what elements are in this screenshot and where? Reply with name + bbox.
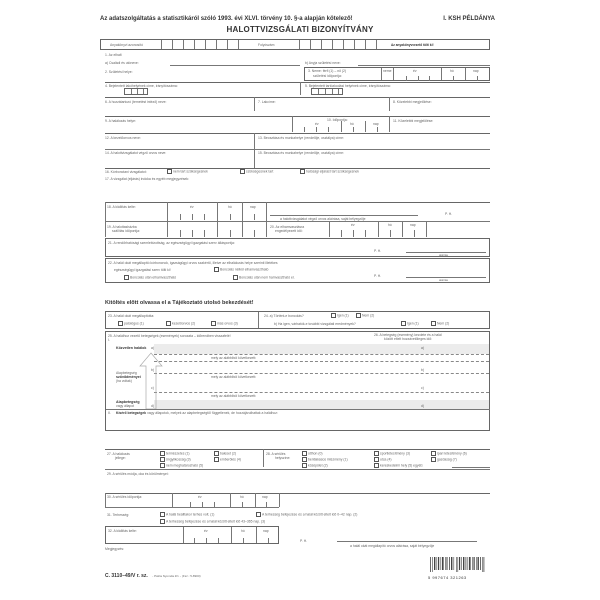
checkbox[interactable] <box>302 451 307 456</box>
examiner-name-input[interactable] <box>105 155 253 167</box>
issue-month-col: hó <box>228 205 232 209</box>
nature-natural[interactable]: természetes (1) <box>160 451 190 456</box>
injury-place-label2: helyszíne: <box>275 456 291 460</box>
sex-birthdate-box <box>304 67 490 81</box>
registrar-note: Az anyakönyvvezető tölti ki! <box>391 43 434 47</box>
relative-detail-label: 8. Közelebbi megjelölése: <box>393 100 432 104</box>
authority-opinion-box <box>105 238 490 257</box>
interval-label: 26. A betegség (esemény) kezdete és a halál <box>374 333 442 337</box>
final-issue-date-input[interactable] <box>184 527 280 544</box>
stay-zip-input[interactable] <box>311 88 343 95</box>
cremation-day-col: nap <box>410 223 416 227</box>
injury-month-col: hó <box>240 495 244 499</box>
checkbox[interactable] <box>160 463 165 468</box>
injury-sports-facility[interactable]: sportlétesítmény (3) <box>374 451 410 456</box>
stay-label: 5. Bejelentett tartózkodási helyének címe, irányítószáma: <box>305 84 391 88</box>
footer <box>105 564 201 582</box>
relative-address-label: 7. Lakcíme: <box>258 100 276 104</box>
injury-date-label: 30. A sérülés időpontja: <box>107 495 143 499</box>
pregnancy-option-1[interactable]: A halál beálltakor terhes volt. (1) <box>160 512 214 517</box>
relative-detail-input[interactable] <box>393 104 490 111</box>
physician-name-label: 12. A kezelőorvos neve: <box>105 136 141 140</box>
part-one-label: I. <box>108 338 110 342</box>
checkbox[interactable] <box>214 267 219 272</box>
pathologist-label: 22. A halál okát megállapító kórbonc​nok, igazságügyi orvos szakértő, illetve az elhalálozás helye szerinti illetékes <box>108 261 278 265</box>
line-d-letter: d) <box>151 404 155 408</box>
residence-zip-input[interactable] <box>124 88 148 95</box>
examination-reason-input[interactable] <box>105 181 490 201</box>
physician-workplace-label: 13. Beosztása és munkahelye (rendelője, osztálya) címe: <box>258 136 344 140</box>
authority-stamp-ph: P. H. <box>374 249 382 253</box>
birth-place-input[interactable] <box>140 70 300 80</box>
further-results-label: b) Ha igen, várhatók-e további vizsgálati eredmények? <box>274 322 356 326</box>
physician-name-input[interactable] <box>105 140 253 148</box>
interval-d-letter: d) <box>421 404 425 408</box>
death-day-col: nap <box>373 122 379 126</box>
injury-other-input[interactable] <box>452 467 490 468</box>
followed-by-label-1: mely az alábbiból következett: <box>211 356 257 360</box>
cremation-label2: engedélyezett idő: <box>275 229 303 233</box>
autopsy-need-label: 16. Kórbonctani vizsgálatot: <box>105 170 147 174</box>
final-year-col: év <box>204 529 208 533</box>
injury-year-col: év <box>198 495 202 499</box>
checkbox[interactable] <box>401 321 406 326</box>
injury-industrial[interactable]: ipari létesítmény (6) <box>431 451 467 456</box>
residence-address-input[interactable] <box>150 88 298 95</box>
col-month: hó <box>450 69 454 73</box>
examination-reason-label: 17. A vizsgálat (eljárás) indoka és egyéb megjegyzések: <box>105 177 190 181</box>
checkbox[interactable] <box>214 451 219 456</box>
complications-bold-label: szövődményei <box>116 375 141 379</box>
nature-suicide[interactable]: öngyilkosság (3) <box>160 457 191 462</box>
pathologist-box <box>105 258 490 283</box>
death-certificate-form <box>100 0 500 600</box>
form-code: C. 3110–49/V r. sz. <box>105 573 148 579</box>
checkbox[interactable] <box>302 463 307 468</box>
registry-id-input[interactable] <box>161 40 239 50</box>
morgue-transfer-label1: 19. A halottasházba <box>107 225 137 229</box>
checkbox[interactable] <box>160 451 165 456</box>
cremation-year-col: év <box>351 223 355 227</box>
checkbox[interactable] <box>160 512 165 517</box>
checkbox[interactable] <box>374 457 379 462</box>
relative-name-input[interactable] <box>105 104 253 111</box>
final-month-col: hó <box>241 529 245 533</box>
immediate-cause-label: Közvetlen halálok <box>116 346 147 350</box>
legal-notice: Az adatszolgáltatás a statisztikáról szóló 1993. évi XLVI. törvény 10. §-a alapján kötelező! <box>100 16 353 22</box>
relative-address-input[interactable] <box>258 104 388 111</box>
interval-c-input[interactable] <box>381 382 486 391</box>
death-month-col: hó <box>350 122 354 126</box>
remark-label: Megjegyzés: <box>105 547 125 551</box>
examiner-stamp-ph: P. H. <box>445 212 453 216</box>
cremation-month-col: hó <box>388 223 392 227</box>
death-nature-label2: jellege: <box>115 456 126 460</box>
further-results-no[interactable]: Nem (2) <box>431 321 449 326</box>
followed-by-label-2: mely az alábbiból következett: <box>211 375 257 379</box>
stay-address-input[interactable] <box>345 88 490 95</box>
autopsy-option-not-needed[interactable]: nem tart szükségesnek <box>167 169 208 174</box>
final-signature-caption: a halál okát megállapító orvos aláírása, saját bélyegzője <box>350 544 435 548</box>
underlying-cause-label: Alapbetegség <box>116 400 140 404</box>
death-time-label: 10. Időpontja: <box>327 118 348 122</box>
birthdate-label: születési időpontja: <box>313 74 342 78</box>
injury-day-col: nap <box>262 495 268 499</box>
cause-a-input[interactable] <box>156 344 376 354</box>
checkbox[interactable] <box>374 463 379 468</box>
checkbox[interactable] <box>166 321 171 326</box>
followed-by-label-3: mely az alábbiból következett: <box>211 394 257 398</box>
cause-sequence-label: 25. A halálhoz vezető betegségek (események) sorozata – időrendben visszafelé! <box>108 334 231 338</box>
nature-accident[interactable]: baleset (2) <box>214 451 236 456</box>
cause-c-input[interactable] <box>156 382 376 391</box>
issue-date-input[interactable] <box>168 203 266 220</box>
anyakonyvi-label: Anyakönyvi azonosító <box>110 43 143 47</box>
interval-b-input[interactable] <box>381 363 486 372</box>
checkbox[interactable] <box>300 169 305 174</box>
injury-home[interactable]: otthon (0) <box>302 451 323 456</box>
pathologist-stamp-ph: P. H. <box>374 274 382 278</box>
cremate-without-autopsy-option[interactable]: Boncolás nélkül elhamvasztható <box>214 267 268 272</box>
copy-label: I. KSH PÉLDÁNYA <box>443 16 495 22</box>
interval-d-input[interactable] <box>381 400 486 409</box>
cause-d-input[interactable] <box>156 400 376 409</box>
authority-opinion-label: 21. A rendőrhatósági szemlebizottság, az egészségügyi igazgatási szerv álláspontja: <box>108 241 235 245</box>
issue-day-col: nap <box>250 205 256 209</box>
family-name-label: a) Családi és utóneve: <box>105 61 139 65</box>
interval-a-letter: a) <box>421 346 425 350</box>
folyoszam-label: Folyószám <box>258 43 275 47</box>
col-sex: neme <box>383 69 392 73</box>
cremate-after-autopsy-option[interactable]: Boncolás után elhamvasztható <box>124 275 176 280</box>
line-b-letter: b) <box>151 368 155 372</box>
death-year-col: év <box>315 122 319 126</box>
checkbox[interactable] <box>160 519 165 524</box>
printer-info: - Pátria Nyomda Zrt. - (Fsz.: 5-8900) <box>152 574 201 578</box>
authority-signature-caption: aláírás <box>439 253 449 257</box>
determined-by-physician[interactable]: kezelőorvos (2) <box>166 321 195 326</box>
final-signature-line[interactable] <box>337 541 477 542</box>
checkbox[interactable] <box>374 451 379 456</box>
read-instructions-notice: Kitöltés előtt olvassa el a Tájékoztató utolsó bekezdését! <box>105 300 254 306</box>
relative-name-label: 6. A hozzátartozó (temetést intéző) neve: <box>105 100 167 104</box>
autopsy-option-official[interactable]: hatósági eljárást tart szükségesnek <box>300 169 359 174</box>
issue-date-label: 18. A kiállítás kelte: <box>107 205 136 209</box>
autopsy-option-needed[interactable]: szükségesnek tart <box>240 169 273 174</box>
physician-workplace-input[interactable] <box>258 140 490 148</box>
upward-arrow-icon <box>138 352 164 410</box>
checkbox[interactable] <box>431 451 436 456</box>
sex-input[interactable] <box>381 68 392 81</box>
checkbox[interactable] <box>256 512 261 517</box>
cause-determined-label: 23. A halál okát megállapította: <box>108 314 155 318</box>
col-year: év <box>413 69 417 73</box>
nature-homicide[interactable]: emberölés (4) <box>214 457 241 462</box>
checkbox[interactable] <box>331 313 336 318</box>
further-results-yes[interactable]: Igen (1) <box>401 321 419 326</box>
checkbox[interactable] <box>233 275 238 280</box>
interval-a-input[interactable] <box>381 344 486 354</box>
checkbox[interactable] <box>240 169 245 174</box>
pregnancy-option-2[interactable]: A terhesség befejezése és a halál között eltelt idő 0–42 nap. (2) <box>256 512 357 517</box>
contributing-label: Kísérő betegségek vagy állapotok, melyek az alapbetegségtől függetlenek, de hozzájárulhattak a halálhoz: <box>116 411 278 415</box>
examiner-signature-caption: a halottvizsgálatot végző orvos aláírása, saját bélyegzője <box>280 217 366 221</box>
issue-year-col: év <box>190 205 194 209</box>
checkbox[interactable] <box>167 169 172 174</box>
examiner-workplace-input[interactable] <box>258 155 490 167</box>
autopsy-done-label: 24. a) Történt-e boncolás? <box>264 314 304 318</box>
checkbox[interactable] <box>431 321 436 326</box>
injury-farm[interactable]: gazdaság (7) <box>431 457 457 462</box>
injury-commercial-other[interactable]: kereskedelmi hely (5) egyéb: <box>374 463 423 468</box>
examiner-signature-line[interactable] <box>270 215 418 216</box>
birth-place-label: 2. Születési helye: <box>105 70 133 74</box>
determined-by-other[interactable]: más orvos (3) <box>211 321 238 326</box>
injury-street[interactable]: utca (4) <box>374 457 392 462</box>
line-a-letter: a) <box>151 346 155 350</box>
part-two-label: II. <box>108 411 111 415</box>
line-c-letter: c) <box>151 386 154 390</box>
interval-b-letter: b) <box>421 368 425 372</box>
mother-name-label: b) Anyja születési neve: <box>305 61 341 65</box>
barcode-number: 5 997674 321263 <box>428 575 467 580</box>
examiner-workplace-label: 15. Beosztása és munkahelye (rendelője, osztálya) címe: <box>258 151 344 155</box>
death-place-input[interactable] <box>105 123 291 131</box>
checkbox[interactable] <box>124 275 129 280</box>
birth-day-input[interactable] <box>465 68 490 81</box>
injury-residential-institution[interactable]: bentlakásos intézmény (1) <box>302 457 348 462</box>
birth-month-input[interactable] <box>441 68 465 81</box>
morgue-transfer-label2: szállítás időpontja: <box>112 229 140 233</box>
checkbox[interactable] <box>356 313 361 318</box>
complications-note: (ha voltak) <box>116 379 132 383</box>
death-date-input[interactable] <box>293 121 388 132</box>
death-nature-label1: 27. A halálozás <box>107 452 130 456</box>
checkbox[interactable] <box>160 457 165 462</box>
interval-c-letter: c) <box>421 386 424 390</box>
cause-determined-box <box>105 311 490 329</box>
interval-label2: között eltelt hozzávetőleges idő: <box>384 337 433 341</box>
pregnancy-option-3[interactable]: A terhesség befejezése és a halál között eltelt idő 43–365 nap. (3) <box>160 519 265 524</box>
id-row <box>100 39 490 50</box>
checkbox[interactable] <box>211 321 216 326</box>
col-day: nap <box>473 69 479 73</box>
injury-place-label1: 28. A sérülés <box>266 452 286 456</box>
residence-label: 4. Bejelentett lakóhelyének címe, irányítószáma: <box>105 84 178 88</box>
mother-name-input[interactable] <box>358 65 490 66</box>
injury-circumstances-input[interactable] <box>107 476 490 488</box>
family-name-input[interactable] <box>170 65 300 66</box>
examiner-name-label: 14. A halottvizsgálatot végző orvos neve: <box>105 151 167 155</box>
no-cremation-option[interactable]: Boncolás után nem hamvasztható el. <box>233 275 295 280</box>
pregnancy-label: 31. Terhesség: <box>107 513 130 517</box>
cause-sequence-box <box>105 331 490 431</box>
contributing-conditions-input[interactable] <box>116 416 486 430</box>
pathologist-signature-caption: aláírás <box>439 278 449 282</box>
final-day-col: nap <box>263 529 269 533</box>
checkbox[interactable] <box>214 457 219 462</box>
underlying-cause-note: vagy állapot <box>116 404 135 408</box>
autopsy-done-yes[interactable]: Igen (1) <box>331 313 349 318</box>
injury-circumstances-label: 29. A sérülés módja, oka és körülményei: <box>107 472 169 476</box>
death-place-detail-input[interactable] <box>393 123 490 131</box>
nature-undetermined[interactable]: nem meghatározható (5) <box>160 463 203 468</box>
form-title: HALOTTVIZSGÁLATI BIZONYÍTVÁNY <box>226 25 374 34</box>
death-place-detail-label: 11. Közelebbi megjelölése: <box>393 119 434 123</box>
pathologist-label2: egészségügyi igazgatási szerv tölti ki! <box>114 268 171 272</box>
section-deceased-title: 1. Az elhalt <box>105 53 122 57</box>
injury-public-building[interactable]: középület (2) <box>302 463 328 468</box>
death-place-label: 9. A halálozás helye: <box>105 119 136 123</box>
final-issue-date-box <box>105 526 279 544</box>
barcode <box>428 557 488 579</box>
autopsy-done-no[interactable]: Nem (2) <box>356 313 374 318</box>
cremation-label1: 20. Az elhamvasztásra <box>270 225 305 229</box>
authority-opinion-input[interactable] <box>108 246 368 256</box>
cause-b-input[interactable] <box>156 363 376 372</box>
sex-label: 3. Neme: férfi (1) – nő (2) <box>308 69 347 73</box>
checkbox[interactable] <box>431 457 436 462</box>
complications-label: Alapbetegség <box>116 371 137 375</box>
injury-date-input[interactable] <box>173 494 279 507</box>
final-issue-date-label: 32. A kiállítás kelte: <box>108 529 137 533</box>
checkbox[interactable] <box>302 457 307 462</box>
morgue-transfer-input[interactable] <box>168 222 266 237</box>
checkbox[interactable] <box>118 321 123 326</box>
birth-year-input[interactable] <box>393 68 441 81</box>
final-stamp-ph: P. H. <box>300 539 308 543</box>
serial-number-input[interactable] <box>299 40 377 50</box>
determined-by-pathologist[interactable]: patológus (1) <box>118 321 144 326</box>
barcode-icon <box>428 557 488 572</box>
cremation-date-input[interactable] <box>330 222 426 237</box>
